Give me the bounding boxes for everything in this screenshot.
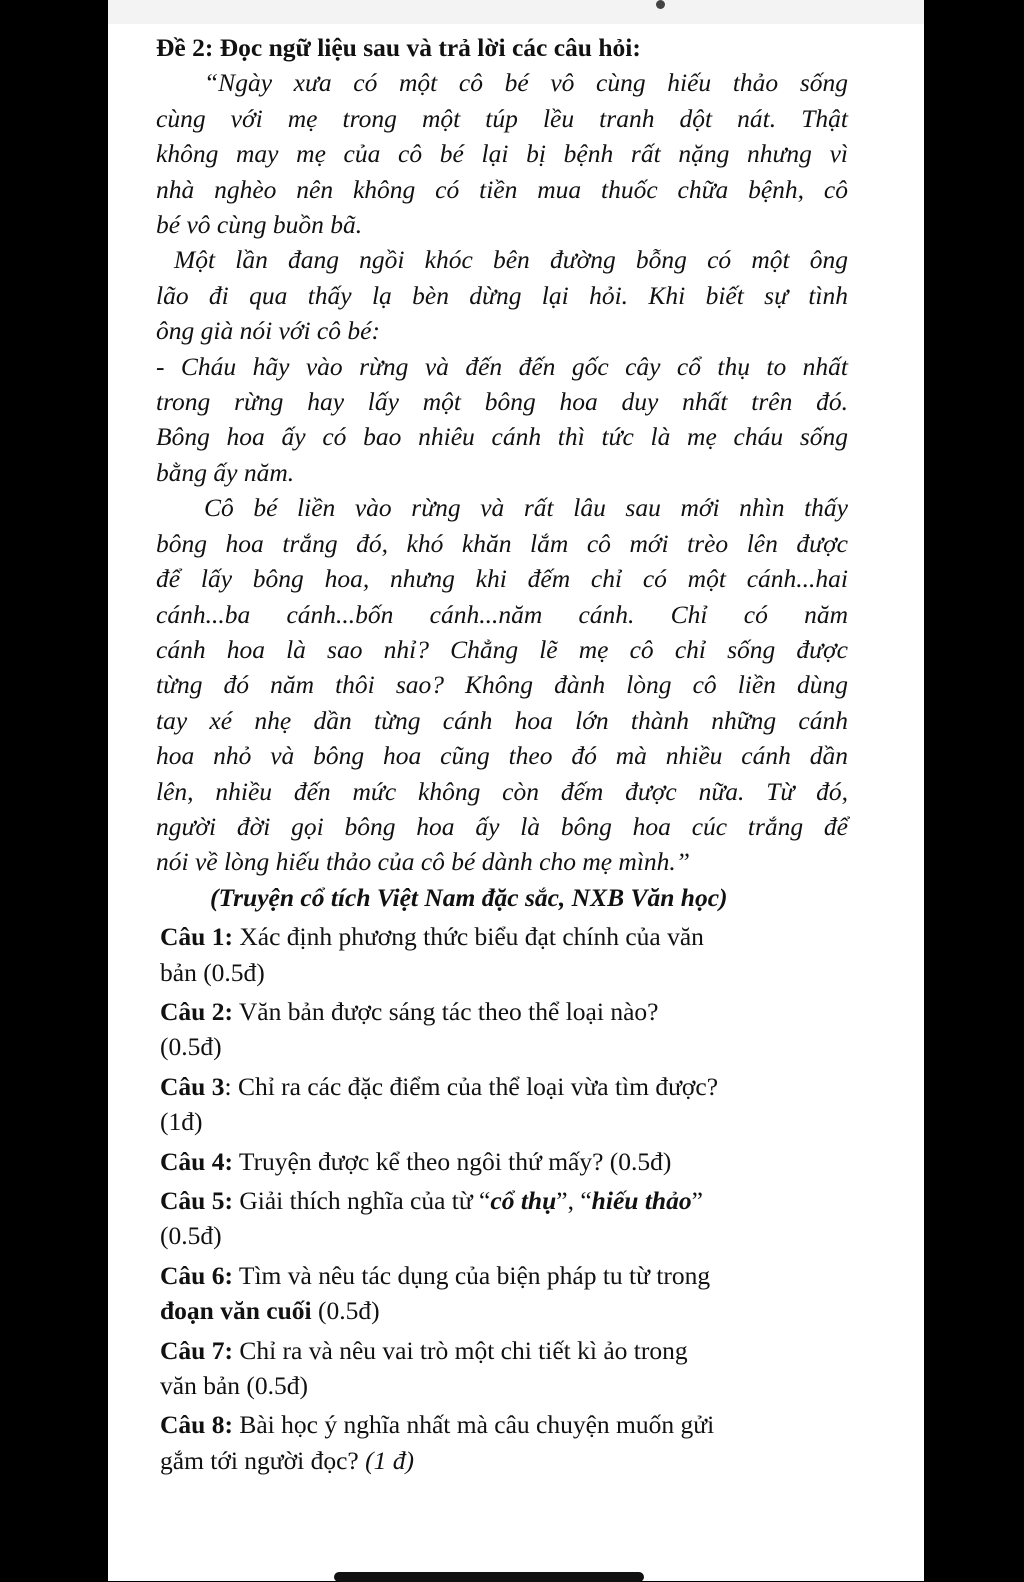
question-label: Câu 8: [160, 1410, 233, 1440]
question-text: Bài học ý nghĩa nhất mà câu chuyện muốn gửi [239, 1410, 715, 1440]
question-text-cont: (1đ) [160, 1107, 203, 1137]
passage-line: cánh...ba cánh...bốn cánh...năm cánh. Chỉ có năm [156, 599, 848, 629]
question-4 [160, 1144, 848, 1179]
document-page [108, 0, 924, 1581]
passage-line: cánh hoa là sao nhỉ? Chẳng lẽ mẹ cô chỉ sống được [156, 634, 848, 664]
question-label: Câu 3 [160, 1071, 225, 1101]
exam-heading: Đề 2: Đọc ngữ liệu sau và trả lời các câu hỏi: [156, 33, 641, 62]
passage-line: không may mẹ của cô bé lại bị bệnh rất nặng nhưng vì [156, 139, 848, 169]
bold-phrase: đoạn văn cuối [160, 1296, 312, 1326]
question-5 [160, 1183, 848, 1254]
passage-line: ông già nói với cô bé: [156, 316, 380, 346]
document-content [156, 30, 848, 1478]
question-list [156, 919, 848, 1478]
passage-line: Bông hoa ấy có bao nhiêu cánh thì tức là mẹ cháu sống [156, 422, 848, 452]
question-label: Câu 6: [160, 1260, 233, 1290]
passage-line: bông hoa trắng đó, khó khăn lắm cô mới trèo lên được [156, 528, 848, 558]
question-6 [160, 1258, 848, 1329]
passage-line: lão đi qua thấy lạ bèn dừng lại hỏi. Khi biết sự tình [156, 280, 848, 310]
question-label: Câu 7: [160, 1335, 233, 1365]
question-text: Giải thích nghĩa của từ “ [239, 1186, 491, 1215]
question-text: Văn bản được sáng tác theo thể loại nào? [238, 996, 659, 1026]
passage-line: từng đó năm thôi sao? Không đành lòng cô liền dùng [156, 670, 848, 700]
question-label: Câu 4: [160, 1146, 233, 1176]
passage-line: bằng ấy năm. [156, 457, 295, 487]
passage-line: Một lần đang ngồi khóc bên đường bỗng có một ông [174, 245, 848, 275]
question-text: Xác định phương thức biểu đạt chính của văn [239, 922, 704, 952]
passage-line: “Ngày xưa có một cô bé vô cùng hiếu thảo sống [204, 68, 848, 98]
passage-line: nhà nghèo nên không có tiền mua thuốc chữa bệnh, cô [156, 174, 848, 204]
question-label: Câu 2: [160, 996, 233, 1026]
quote-end: ” [691, 1186, 703, 1215]
question-text-cont: gắm tới người đọc? [160, 1445, 359, 1475]
passage-line: tay xé nhẹ dần từng cánh hoa lớn thành những cánh [156, 705, 848, 735]
question-text-cont: (0.5đ) [160, 1221, 222, 1251]
question-8 [160, 1407, 848, 1478]
quote-sep: ”, “ [556, 1186, 592, 1215]
source-citation: (Truyện cổ tích Việt Nam đặc sắc, NXB Văn học) [210, 882, 728, 912]
question-text-cont: bản (0.5đ) [160, 957, 265, 987]
passage-line: nói về lòng hiếu thảo của cô bé dành cho mẹ mình.” [156, 847, 690, 877]
passage-line: lên, nhiều đến mức không còn đếm được nữa. Từ đó, [156, 776, 848, 806]
question-text: Truyện được kể theo ngôi thứ mấy? (0.5đ) [238, 1146, 672, 1176]
term-co-thu: cổ thụ [490, 1186, 557, 1215]
passage-line: để lấy bông hoa, nhưng khi đếm chỉ có một cánh...hai [156, 564, 848, 594]
reading-passage [156, 65, 848, 879]
page-indicator-dot [656, 0, 665, 9]
passage-line: - Cháu hãy vào rừng và đến đến gốc cây cổ thụ to nhất [156, 351, 848, 381]
question-text-cont: văn bản (0.5đ) [160, 1371, 308, 1401]
question-text: Chỉ ra và nêu vai trò một chi tiết kì ảo trong [239, 1335, 688, 1365]
question-7 [160, 1333, 848, 1404]
question-3 [160, 1069, 848, 1140]
question-text-cont: (0.5đ) [318, 1296, 380, 1326]
score-note: (1 đ) [365, 1445, 414, 1475]
passage-line: bé vô cùng buồn bã. [156, 210, 363, 240]
term-hieu-thao: hiếu thảo [591, 1186, 692, 1215]
question-1 [160, 919, 848, 990]
passage-line: cùng với mẹ trong một túp lều tranh dột nát. Thật [156, 103, 848, 133]
passage-line: trong rừng hay lấy một bông hoa duy nhất trên đó. [156, 387, 848, 417]
question-2 [160, 994, 848, 1065]
question-text-cont: (0.5đ) [160, 1032, 222, 1062]
top-status-strip [108, 0, 924, 24]
passage-line: người đời gọi bông hoa ấy là bông hoa cúc trắng để [156, 811, 848, 841]
passage-line: Cô bé liền vào rừng và rất lâu sau mới nhìn thấy [204, 493, 848, 523]
question-text: Tìm và nêu tác dụng của biện pháp tu từ trong [238, 1260, 711, 1290]
passage-line: hoa nhỏ và bông hoa cũng theo đó mà nhiều cánh dần [156, 741, 848, 771]
question-text: : Chỉ ra các đặc điểm của thể loại vừa tìm được? [224, 1071, 719, 1101]
question-label: Câu 1: [160, 922, 233, 952]
question-label: Câu 5: [160, 1186, 233, 1215]
